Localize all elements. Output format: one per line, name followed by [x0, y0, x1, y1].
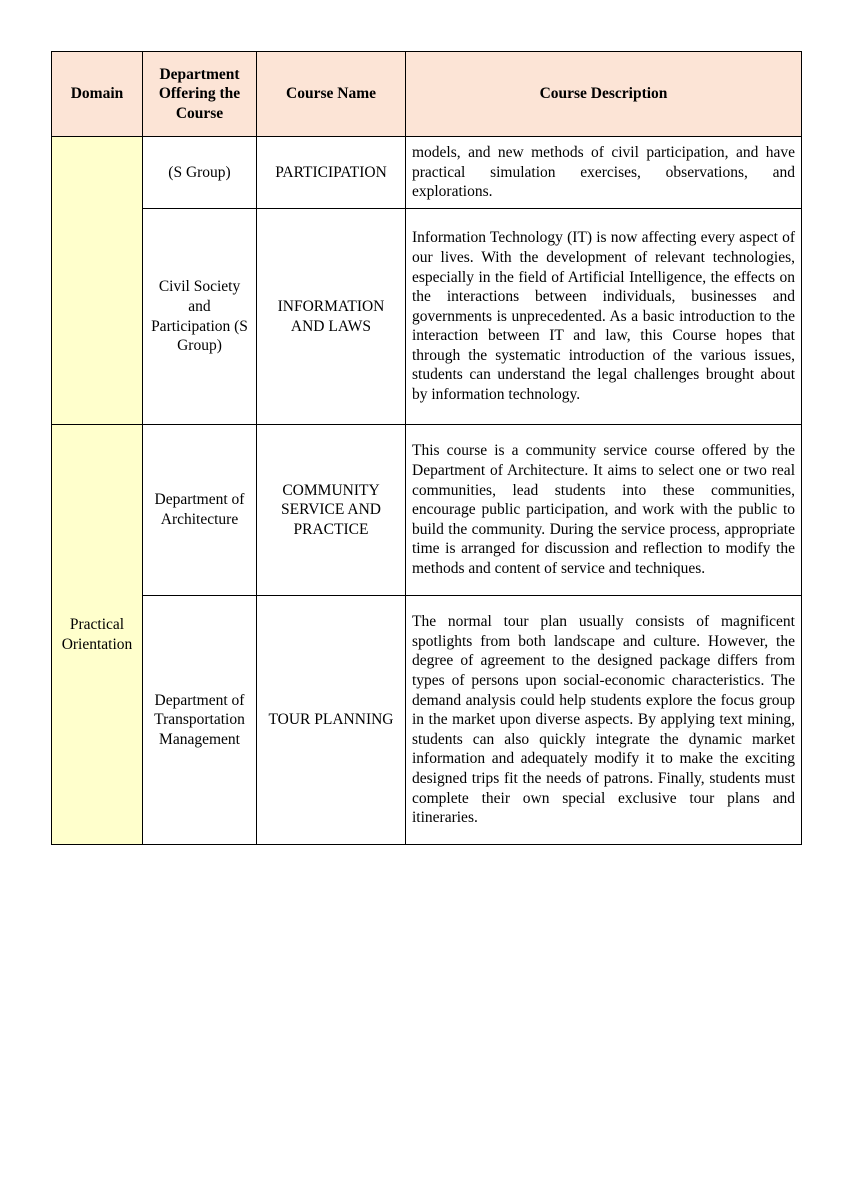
domain-cell — [52, 137, 143, 425]
header-domain: Domain — [52, 52, 143, 137]
department-cell: Department of Transportation Management — [143, 596, 257, 845]
table-header-row — [52, 52, 802, 137]
domain-cell: Practical Orientation — [52, 425, 143, 845]
course-name-cell: PARTICIPATION — [257, 137, 406, 209]
header-department: Department Offering the Course — [143, 52, 257, 137]
course-description-cell: Information Technology (IT) is now affecting every aspect of our lives. With the development of relevant technologies, especially in the field of Artificial Intelligence, the effects on the interactions between individuals, businesses and governments is unprecedented. As a basic introduction to the interaction between IT and law, this Course hopes that through the systematic introduction of the various issues, students can understand the legal challenges brought about by information technology. — [406, 209, 802, 425]
header-course-description: Course Description — [406, 52, 802, 137]
department-cell: Department of Architecture — [143, 425, 257, 596]
course-table — [51, 51, 802, 845]
course-name-cell: COMMUNITY SERVICE AND PRACTICE — [257, 425, 406, 596]
department-cell: Civil Society and Participation (S Group) — [143, 209, 257, 425]
table-row — [52, 596, 802, 845]
course-name-cell: TOUR PLANNING — [257, 596, 406, 845]
table-row — [52, 137, 802, 209]
department-cell: (S Group) — [143, 137, 257, 209]
course-name-cell: INFORMATION AND LAWS — [257, 209, 406, 425]
course-description-cell: models, and new methods of civil participation, and have practical simulation exercises, observations, and explorations. — [406, 137, 802, 209]
table-row — [52, 209, 802, 425]
table-row — [52, 425, 802, 596]
header-course-name: Course Name — [257, 52, 406, 137]
course-description-cell: The normal tour plan usually consists of magnificent spotlights from both landscape and culture. However, the degree of agreement to the designed package differs from types of persons upon social-economic characteristics. The demand analysis could help students explore the focus group in the market upon diverse aspects. By applying text mining, students can also quickly integrate the dynamic market information and adequately modify it to make the exciting designed trips fit the needs of patrons. Finally, students must complete their own special exclusive tour plans and itineraries. — [406, 596, 802, 845]
course-description-cell: This course is a community service course offered by the Department of Architecture. It aims to select one or two real communities, lead students into these communities, encourage public participation, and work with the public to build the community. During the service process, appropriate time is arranged for discussion and reflection to modify the methods and content of service and techniques. — [406, 425, 802, 596]
